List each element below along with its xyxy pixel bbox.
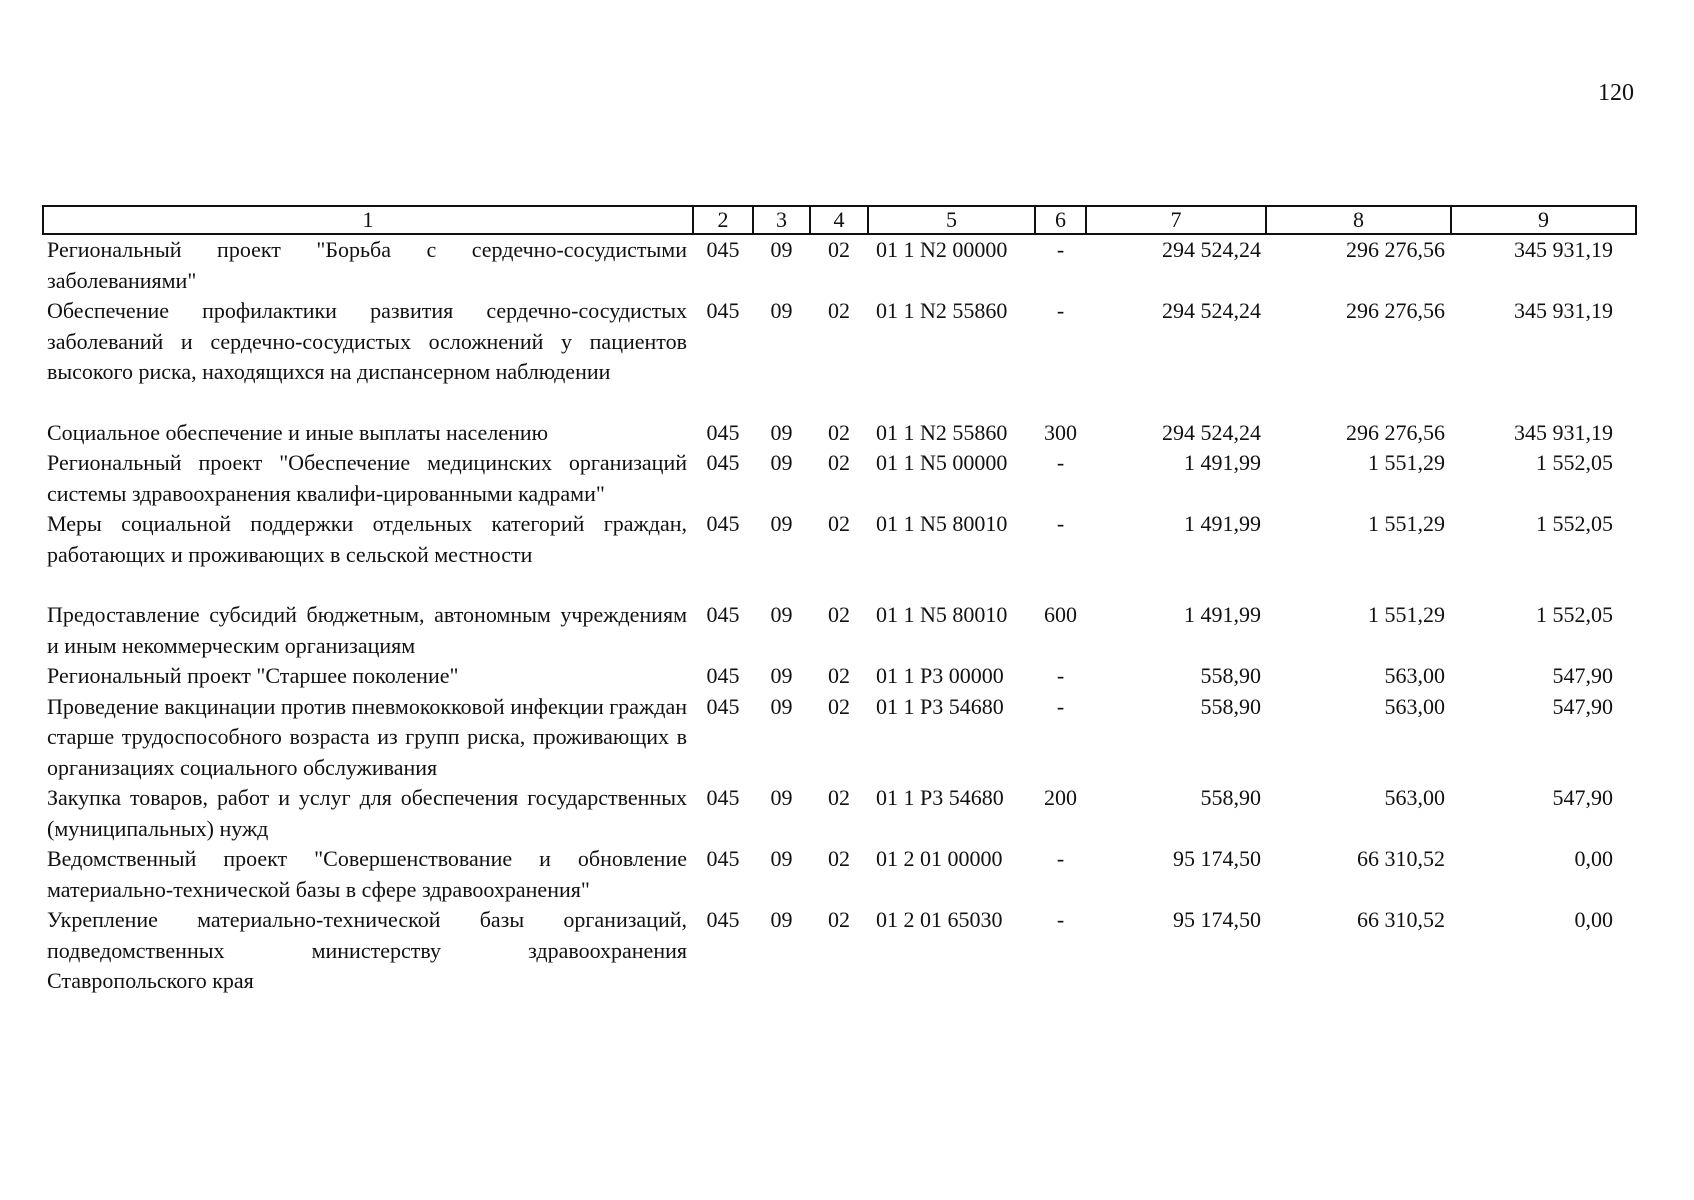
- row-target-code: 01 1 N2 55860: [876, 298, 1008, 323]
- row-sum-3: 547,90: [1552, 663, 1613, 688]
- row-grbs: 045: [706, 602, 740, 627]
- row-section: 09: [770, 602, 793, 627]
- row-sum-2: 296 276,56: [1346, 237, 1445, 262]
- row-expense-type: -: [1056, 907, 1065, 932]
- row-expense-type: -: [1056, 846, 1065, 871]
- header-row: [43, 206, 1636, 234]
- row-grbs: 045: [706, 298, 740, 323]
- row-sum-2: 1 551,29: [1368, 511, 1445, 536]
- table-row: [43, 296, 1636, 418]
- row-name: Меры социальной поддержки отдельных категорий граждан, работающих и проживающих в сельской местности: [47, 511, 687, 567]
- row-name: Обеспечение профилактики развития сердечно-сосудистых заболеваний и сердечно-сосудистых осложнений у пациентов высокого риска, находящихся на диспансерном наблюдении: [47, 298, 687, 384]
- row-sum-3: 0,00: [1574, 907, 1613, 932]
- row-expense-type: -: [1056, 663, 1065, 688]
- row-sum-3: 547,90: [1552, 693, 1613, 719]
- table-row: [43, 509, 1636, 600]
- row-section: 09: [770, 693, 793, 719]
- row-grbs: 045: [706, 450, 740, 475]
- row-sum-3: 1 552,05: [1536, 450, 1613, 475]
- row-sum-1: 294 524,24: [1162, 419, 1261, 445]
- row-expense-type: -: [1056, 693, 1065, 719]
- row-subsection: 02: [828, 298, 850, 323]
- row-name: Региональный проект "Старшее поколение": [47, 663, 459, 688]
- row-expense-type: -: [1056, 450, 1065, 475]
- row-name: Ведомственный проект "Совершенствование и обновление материально-технической базы в сфере здравоохранения": [47, 846, 687, 902]
- row-sum-1: 1 491,99: [1184, 450, 1261, 475]
- row-sum-3: 0,00: [1574, 846, 1613, 871]
- row-target-code: 01 1 N5 00000: [876, 450, 1008, 475]
- row-section: 09: [770, 785, 793, 810]
- row-subsection: 02: [828, 846, 850, 871]
- row-sum-2: 296 276,56: [1346, 298, 1445, 323]
- row-target-code: 01 1 N5 80010: [876, 602, 1008, 627]
- row-subsection: 02: [828, 237, 850, 262]
- row-expense-type: 200: [1044, 785, 1077, 810]
- row-sum-2: 563,00: [1384, 785, 1445, 810]
- row-grbs: 045: [706, 846, 740, 871]
- row-sum-1: 1 491,99: [1184, 511, 1261, 536]
- row-subsection: 02: [828, 907, 850, 932]
- row-sum-2: 296 276,56: [1346, 419, 1445, 445]
- row-sum-2: 66 310,52: [1357, 846, 1445, 871]
- row-name: Проведение вакцинации против пневмококковой инфекции граждан старше трудоспособного возраста из групп риска, проживающих в организациях социального обслуживания: [47, 693, 687, 780]
- row-expense-type: 300: [1044, 419, 1077, 445]
- budget-table: [42, 205, 1637, 997]
- row-name: Укрепление материально-технической базы организаций, подведомственных министерству здравоохранения Ставропольского края: [47, 907, 687, 993]
- row-sum-3: 1 552,05: [1536, 602, 1613, 627]
- row-subsection: 02: [828, 693, 850, 719]
- row-target-code: 01 1 N2 55860: [876, 419, 1008, 445]
- row-section: 09: [770, 846, 793, 871]
- row-grbs: 045: [706, 785, 740, 810]
- column-header: 2: [693, 206, 753, 234]
- table-row: [43, 905, 1636, 997]
- row-expense-type: -: [1056, 298, 1065, 323]
- row-sum-3: 547,90: [1552, 785, 1613, 810]
- row-name: Закупка товаров, работ и услуг для обеспечения государственных (муниципальных) нужд: [47, 785, 687, 841]
- row-target-code: 01 1 P3 54680: [876, 693, 1004, 719]
- row-sum-1: 95 174,50: [1173, 846, 1261, 871]
- row-grbs: 045: [706, 663, 740, 688]
- row-subsection: 02: [828, 511, 850, 536]
- row-name: Региональный проект "Обеспечение медицинских организаций системы здравоохранения квалифи-цированными кадрами": [47, 450, 687, 506]
- column-header: 6: [1035, 206, 1086, 234]
- row-grbs: 045: [706, 419, 740, 445]
- row-sum-1: 95 174,50: [1173, 907, 1261, 932]
- table-row: [43, 418, 1636, 449]
- column-header: 8: [1266, 206, 1451, 234]
- row-grbs: 045: [706, 907, 740, 932]
- table-row: [43, 661, 1636, 692]
- row-target-code: 01 1 P3 54680: [876, 785, 1004, 810]
- row-grbs: 045: [706, 511, 740, 536]
- column-header: 9: [1451, 206, 1636, 234]
- row-subsection: 02: [828, 450, 850, 475]
- page-number: 120: [1598, 80, 1634, 106]
- row-section: 09: [770, 511, 793, 536]
- row-section: 09: [770, 907, 793, 932]
- row-sum-3: 345 931,19: [1514, 237, 1613, 262]
- row-section: 09: [770, 237, 793, 262]
- row-sum-1: 558,90: [1200, 663, 1261, 688]
- column-header: 3: [753, 206, 810, 234]
- column-header: 5: [868, 206, 1035, 234]
- table-row: [43, 783, 1636, 844]
- row-sum-1: 294 524,24: [1162, 237, 1261, 262]
- row-subsection: 02: [828, 602, 850, 627]
- row-subsection: 02: [828, 785, 850, 810]
- column-header: 1: [43, 206, 693, 234]
- row-target-code: 01 1 P3 00000: [876, 663, 1004, 688]
- row-section: 09: [770, 298, 793, 323]
- row-target-code: 01 2 01 65030: [876, 907, 1003, 932]
- row-target-code: 01 1 N5 80010: [876, 511, 1008, 536]
- row-target-code: 01 1 N2 00000: [876, 237, 1008, 262]
- row-section: 09: [770, 663, 793, 688]
- column-header: 4: [810, 206, 868, 234]
- row-sum-3: 345 931,19: [1514, 298, 1613, 323]
- row-sum-2: 563,00: [1384, 663, 1445, 688]
- row-grbs: 045: [706, 237, 740, 262]
- row-expense-type: 600: [1044, 602, 1077, 627]
- row-sum-1: 1 491,99: [1184, 602, 1261, 627]
- row-section: 09: [770, 450, 793, 475]
- column-header: 7: [1086, 206, 1266, 234]
- row-subsection: 02: [828, 663, 850, 688]
- row-sum-1: 558,90: [1200, 693, 1261, 719]
- row-sum-2: 1 551,29: [1368, 450, 1445, 475]
- row-sum-3: 345 931,19: [1514, 419, 1613, 445]
- row-sum-2: 563,00: [1384, 693, 1445, 719]
- table-row: [43, 448, 1636, 509]
- row-sum-1: 294 524,24: [1162, 298, 1261, 323]
- row-target-code: 01 2 01 00000: [876, 846, 1003, 871]
- row-section: 09: [770, 419, 793, 445]
- row-name: Социальное обеспечение и иные выплаты населению: [47, 419, 549, 445]
- row-grbs: 045: [706, 693, 740, 719]
- table-row: [43, 234, 1636, 296]
- row-expense-type: -: [1056, 511, 1065, 536]
- row-sum-2: 1 551,29: [1368, 602, 1445, 627]
- row-sum-2: 66 310,52: [1357, 907, 1445, 932]
- table-row: [43, 844, 1636, 905]
- row-expense-type: -: [1056, 237, 1065, 262]
- row-sum-1: 558,90: [1200, 785, 1261, 810]
- row-name: Предоставление субсидий бюджетным, автономным учреждениям и иным некоммерческим организациям: [47, 602, 687, 658]
- row-subsection: 02: [828, 419, 850, 445]
- table-row: [43, 600, 1636, 661]
- row-name: Региональный проект "Борьба с сердечно-сосудистыми заболеваниями": [47, 237, 687, 293]
- table-row: [43, 692, 1636, 784]
- row-sum-3: 1 552,05: [1536, 511, 1613, 536]
